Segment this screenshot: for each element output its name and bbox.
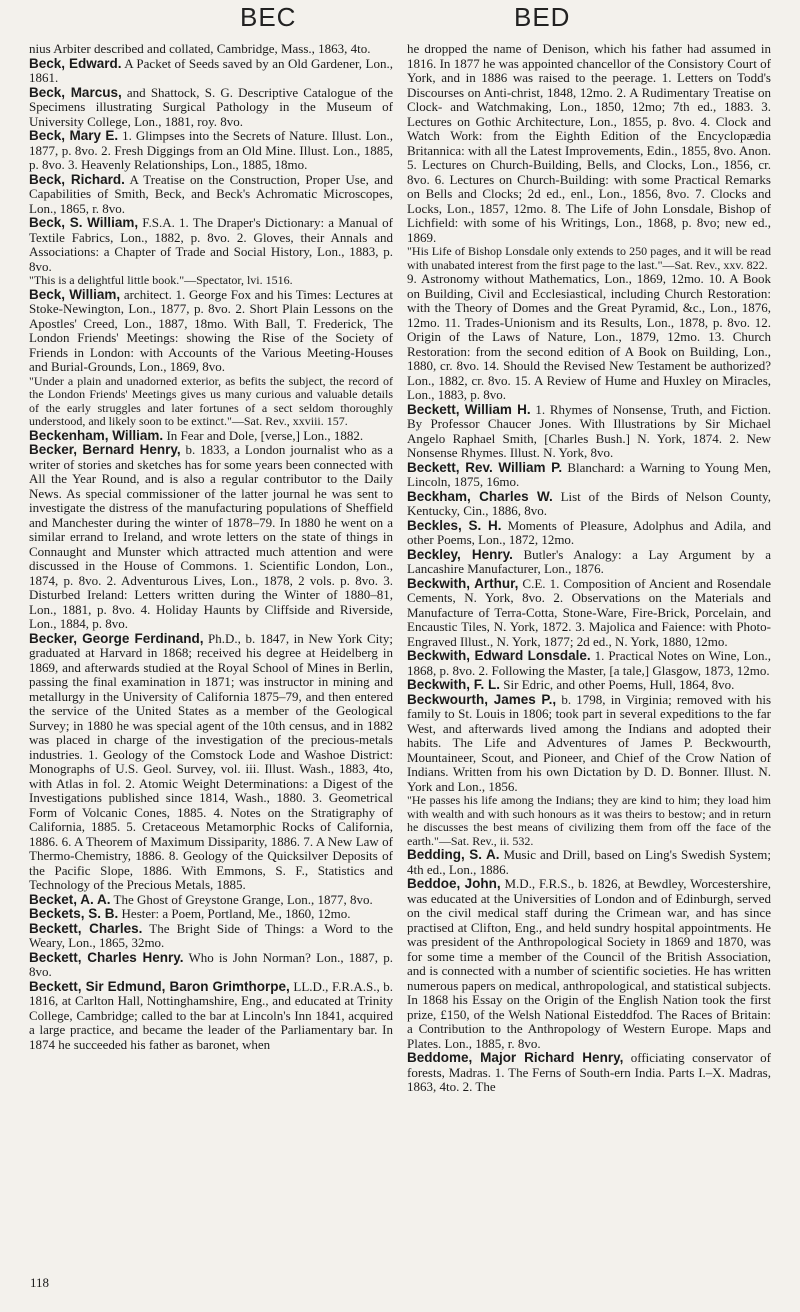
- dictionary-entry: [29, 980, 393, 1053]
- entry-text: A Treatise on the Construction, Proper Use, and Capabilities of Smith, Beck, and Beck's Achromatic Microscopes, Lon., 1865, r. 8vo.: [29, 171, 393, 216]
- quotation: [407, 794, 771, 848]
- dictionary-entry: [407, 490, 771, 519]
- dictionary-entry: [407, 678, 771, 693]
- dictionary-entry: [407, 42, 771, 245]
- dictionary-entry: [29, 173, 393, 217]
- entry-heading: Bedding, S. A.: [407, 847, 500, 862]
- dictionary-entry: [29, 42, 393, 57]
- quotation: [407, 245, 771, 272]
- entry-heading: Beck, Richard.: [29, 171, 125, 187]
- entry-heading: Beck, Edward.: [29, 55, 122, 71]
- entry-text: "Under a plain and unadorned exterior, as befits the subject, the record of the London Friends' Meetings gives us many curious and valuable details of the early struggles and later fortunes of a sect seldom thoroughly understood, and likely soon to be extinct."—Sat. Rev., xxviii. 157.: [29, 373, 393, 428]
- entry-text: The Bright Side of Things: a Word to the Weary, Lon., 1865, 32mo.: [29, 920, 393, 950]
- entry-text: b. 1798, in Virginia; removed with his family to St. Louis in 1806; took part in several expeditions to the far West, and afterwards lived among the Indians and adopted their habits. The Life and Adventures of James P. Beckwourth, Mountaineer, Scout, and Pioneer, and Chief of the Crow Nation of Indians. Written from his own Dictation by D. D. Bonner. Illust. N. York and Lon., 1856.: [407, 691, 771, 794]
- entry-heading: Beckwourth, James P.,: [407, 691, 557, 707]
- entry-text: F.S.A. 1. The Draper's Dictionary: a Manual of Textile Fabrics, Lon., 1882, p. 8vo. 2. Gloves, their Annals and Associations: a Chapter of Trade and Social History, Lon., 1883, p. 8vo.: [29, 215, 393, 274]
- entry-heading: Beck, William,: [29, 286, 121, 302]
- entry-heading: Beck, Mary E.: [29, 128, 119, 143]
- entry-text: and Shattock, S. G. Descriptive Catalogue of the Specimens illustrating Surgical Pathology in the Museum of University College, Lon., 1881, roy. 8vo.: [29, 84, 393, 129]
- dictionary-entry: [29, 632, 393, 893]
- entry-heading: Beckets, S. B.: [29, 906, 119, 921]
- entry-heading: Beckwith, F. L.: [407, 677, 501, 692]
- dictionary-entry: [407, 848, 771, 877]
- dictionary-entry: [407, 519, 771, 548]
- dictionary-entry: [407, 693, 771, 795]
- entry-heading: Beddoe, John,: [407, 876, 501, 891]
- dictionary-entry: [29, 216, 393, 274]
- entry-text: "This is a delightful little book."—Spectator, lvi. 1516.: [29, 273, 293, 287]
- entry-heading: Beckett, Sir Edmund, Baron Grimthorpe,: [29, 978, 290, 994]
- entry-heading: Beckles, S. H.: [407, 517, 502, 533]
- dictionary-entry: [29, 57, 393, 86]
- entry-heading: Beck, S. William,: [29, 215, 139, 230]
- entry-heading: Beckwith, Arthur,: [407, 575, 519, 591]
- dictionary-entry: [29, 951, 393, 980]
- entry-text: b. 1833, a London journalist who as a writer of stories and sketches has for some years been connected with All the Year Round, and is also a regular contributor to the Daily News. As special commissioner of the latter journal he was sent to investigate the distress of the manufacturing populations of Sheffield and Manchester during the winter of 1878–79. In 1880 he went on a similar errand to Ireland, and wrote letters on the state of things in Connaught and Munster which attracted much attention and were discussed in the House of Commons. 1. Scientific London, Lon., 1874, p. 8vo. 2. Adventurous Lives, Lon., 1878, 2 vols. p. 8vo. 3. Disturbed Ireland: Letters written during the Winter of 1880–81, Lon., 1881, p. 8vo. 4. Holiday Haunts by Cliffside and Riverside, Lon., 1884, p. 8vo.: [29, 442, 394, 631]
- running-head-left: BEC: [240, 2, 297, 32]
- entry-text: LL.D., F.R.A.S., b. 1816, at Carlton Hall, Nottinghamshire, Eng., and educated at Trinity College, Cambridge; called to the bar at Lincoln's Inn 1841, acquired a large practice, and became the leader of the Parliamentary bar. In 1874 he succeeded his father as baronet, when: [29, 978, 394, 1052]
- dictionary-entry: [29, 288, 393, 375]
- quotation: [29, 274, 393, 288]
- entry-heading: Beck, Marcus,: [29, 84, 122, 100]
- dictionary-entry: [29, 86, 393, 130]
- entry-text: C.E. 1. Composition of Ancient and Rosendale Cements, N. York, 8vo. 2. Observations on the Materials and Manufacture of Terra-Cotta, Stone-Ware, Fire-Brick, Porcelain, and Encaustic Tiles, N. York, 1872. 3. Majolica and Faience: with Photo-Engraved Illust., N. York, 1877; 2d ed., N. York, 1880, 12mo.: [407, 575, 771, 649]
- entry-text: List of the Birds of Nelson County, Kentucky, Cin., 1886, 8vo.: [407, 488, 772, 518]
- entry-text: "He passes his life among the Indians; they are kind to him; they load him with wealth and with such honours as it was theirs to bestow; and in return he discusses the best means of civilizing them from off the face of the earth."—Sat. Rev., ii. 532.: [407, 793, 771, 848]
- entry-text: Ph.D., b. 1847, in New York City; graduated at Harvard in 1868; received his degree at Heidelberg in 1869, and afterwards studied at the Royal School of Mines in Berlin, passing the final examination in 1871; was instructor in mining and metallurgy in the University of California 1875–79, and then entered the service of the United States as a member of the Geological Survey; in 1880 he was special agent of the 10th census, and in 1882 was placed in charge of the investigation of the precious-metals industries. 1. Geology of the Comstock Lode and Washoe District: Monographs of U.S. Geol. Survey, vol. iii. Illust. Wash., 1883, 4to, with Atlas in fol. 2. Atomic Weight Determinations: a Digest of the Investigations published since 1814, Wash., 1880. 3. Geometrical Form of Volcanic Cones, 1885. 4. Notes on the Stratigraphy of California, 1885. 5. Cretaceous Metamorphic Rocks of California, 1886. 6. A Theorem of Maximum Dissiparity, 1886. 7. A New Law of Thermo-Chemistry, 1886. 8. Geology of the Quicksilver Deposits of the Pacific Slope, 1886. With Emmons, S. F., Statistics and Technology of the Precious Metals, 1885.: [29, 630, 393, 892]
- entry-text: he dropped the name of Denison, which his father had assumed in 1816. In 1877 he was appointed chancellor of the Consistory Court of York, and in 1886 was raised to the peerage. 1. Letters on Todd's Discourses on Anti-christ, 1848, 12mo. 2. A Rudimentary Treatise on Clock- and Watchmaking, Lon., 1850, 12mo; 7th ed., 1883. 3. Lectures on Gothic Architecture, Lon., 1855, p. 8vo. 4. Clock and Watch Work: from the Eighth Edition of the Encyclopædia Britannica: with all the Latest Improvements, Edin., 1855, 8vo. Anon. 5. Lectures on Church-Building, Bells, and Clocks, Lon., 1856, cr. 8vo. 6. Lectures on Church-Building: with some Practical Remarks on Bells and Clocks; 2d ed., enl., Lon., 1856, 8vo. 7. Clocks and Locks, Lon., 1857, 12mo. 8. The Life of John Lonsdale, Bishop of Lichfield: with some of his Writings, Lon., 1868, p. 8vo; new ed., 1869.: [407, 41, 771, 245]
- entry-heading: Becker, Bernard Henry,: [29, 442, 181, 457]
- dictionary-entry: [407, 272, 771, 403]
- entry-text: In Fear and Dole, [verse,] Lon., 1882.: [163, 427, 364, 443]
- entry-text: architect. 1. George Fox and his Times: Lectures at Stoke-Newington, Lon., 1877, p. 8vo. 2. Short Plain Lessons on the Apostles' Creed, Lon., 1887, 18mo. With Ball, T. Frederick, The London Friends' Meetings: showing the Rise of the Society of Friends in London: with Accounts of the Various Meeting-Houses and Burial-Grounds, Lon., 1869, 8vo.: [29, 286, 393, 374]
- dictionary-entry: [29, 907, 393, 922]
- quotation: [29, 375, 393, 429]
- entry-text: 1. Glimpses into the Secrets of Nature. Illust. Lon., 1877, p. 8vo. 2. Fresh Diggings from an Old Mine. Illust. Lon., 1885, p. 8vo. 3. Heavenly Relationships, Lon., 1885, 18mo.: [29, 128, 394, 172]
- dictionary-entry: [29, 443, 393, 632]
- entry-text: M.D., F.R.S., b. 1826, at Bewdley, Worcestershire, was educated at the Universities of London and of Edinburgh, served on the civil medical staff during the Crimean war, and has since practised at Clifton, Eng., and held sundry hospital appointments. He was president of the Anthropological Society in 1869 and 1870, was for some time a member of the Council of the British Association, and is connected with a number of scientific societies. He has written numerous papers on medical, anthropological, and statistical subjects. In 1868 his Essay on the Origin of the English Nation took the first prize, £150, of the Welsh National Eisteddfod. The Races of Britain: a Contribution to the Anthropology of Western Europe. Maps and Plates. Lon., 1885, r. 8vo.: [407, 876, 771, 1051]
- entry-heading: Beckett, Rev. William P.: [407, 459, 563, 475]
- entry-text: Sir Edric, and other Poems, Hull, 1864, 8vo.: [500, 677, 735, 692]
- entry-text: Who is John Norman? Lon., 1887, p. 8vo.: [29, 949, 393, 979]
- entry-heading: Beckett, Charles Henry.: [29, 949, 184, 965]
- entry-text: The Ghost of Greystone Grange, Lon., 1877, 8vo.: [110, 891, 373, 907]
- dictionary-entry: [407, 461, 771, 490]
- dictionary-entry: [29, 129, 393, 173]
- right-column: [407, 42, 771, 1095]
- entry-text: 1. Practical Notes on Wine, Lon., 1868, p. 8vo. 2. Following the Master, [a tale,] Glasgow, 1873, 12mo.: [407, 648, 771, 678]
- entry-heading: Beckett, Charles.: [29, 920, 143, 936]
- entry-text: Blanchard: a Warning to Young Men, Lincoln, 1875, 16mo.: [407, 459, 771, 489]
- dictionary-entry: [407, 877, 771, 1051]
- dictionary-entry: [407, 577, 771, 650]
- dictionary-entry: [29, 429, 393, 444]
- entry-text: Butler's Analogy: a Lay Argument by a Lancashire Manufacturer, Lon., 1876.: [407, 546, 771, 576]
- entry-text: 9. Astronomy without Mathematics, Lon., 1869, 12mo. 10. A Book on Building, Civil and Ecclesiastical, including Church Restoration: with the Theory of Domes and the Great Pyramid, &c., Lon., 1876, 12mo. 11. Trades-Unionism and its Results, Lon., 1878, p. 8vo. 12. Origin of the Laws of Nature, Lon., 1879, 12mo. 13. Church Restoration: from the second edition of A Book on Building, Lon., 1880, cr. 8vo. 14. Should the Revised New Testament be authorized? Lon., 1882, cr. 8vo. 15. A Review of Hume and Huxley on Miracles, Lon., 1883, p. 8vo.: [407, 271, 771, 402]
- page-number: 118: [30, 1275, 50, 1290]
- entry-text: officiating conservator of forests, Madras. 1. The Ferns of South-ern India. Parts I.–X. Madras, 1863, 4to. 2. The: [407, 1050, 771, 1094]
- page-header: [0, 2, 800, 40]
- dictionary-entry: [29, 922, 393, 951]
- entry-text: nius Arbiter described and collated, Cambridge, Mass., 1863, 4to.: [29, 41, 371, 56]
- running-head-right: BED: [514, 2, 571, 32]
- entry-text: Hester: a Poem, Portland, Me., 1860, 12mo.: [118, 906, 351, 921]
- entry-text: "His Life of Bishop Lonsdale only extends to 250 pages, and it will be read with unabated interest from the first page to the last."—Sat. Rev., xxv. 822.: [407, 244, 771, 272]
- dictionary-entry: [407, 548, 771, 577]
- entry-heading: Beddome, Major Richard Henry,: [407, 1050, 624, 1065]
- entry-heading: Beckham, Charles W.: [407, 488, 553, 504]
- entry-heading: Beckwith, Edward Lonsdale.: [407, 648, 591, 663]
- entry-text: Music and Drill, based on Ling's Swedish System; 4th ed., Lon., 1886.: [407, 847, 771, 877]
- entry-text: Moments of Pleasure, Adolphus and Adila, and other Poems, Lon., 1872, 12mo.: [407, 517, 771, 547]
- dictionary-entry: [29, 893, 393, 908]
- entry-heading: Beckley, Henry.: [407, 546, 513, 562]
- dictionary-entry: [407, 1051, 771, 1095]
- dictionary-entry: [407, 403, 771, 461]
- entry-text: A Packet of Seeds saved by an Old Gardener, Lon., 1861.: [29, 55, 393, 85]
- entry-text: 1. Rhymes of Nonsense, Truth, and Fiction. By Professor Chaucer Jones. With Illustrations by Sir Michael Angelo Raphael Smith, [Charles Bush.] N. York, 1874. 2. New Nonsense Rhymes. Illust. N. York, 8vo.: [407, 401, 771, 460]
- entry-heading: Becker, George Ferdinand,: [29, 630, 204, 646]
- left-column: [29, 42, 393, 1052]
- entry-heading: Beckett, William H.: [407, 401, 531, 417]
- entry-heading: Becket, A. A.: [29, 891, 111, 907]
- dictionary-entry: [407, 649, 771, 678]
- entry-heading: Beckenham, William.: [29, 427, 164, 443]
